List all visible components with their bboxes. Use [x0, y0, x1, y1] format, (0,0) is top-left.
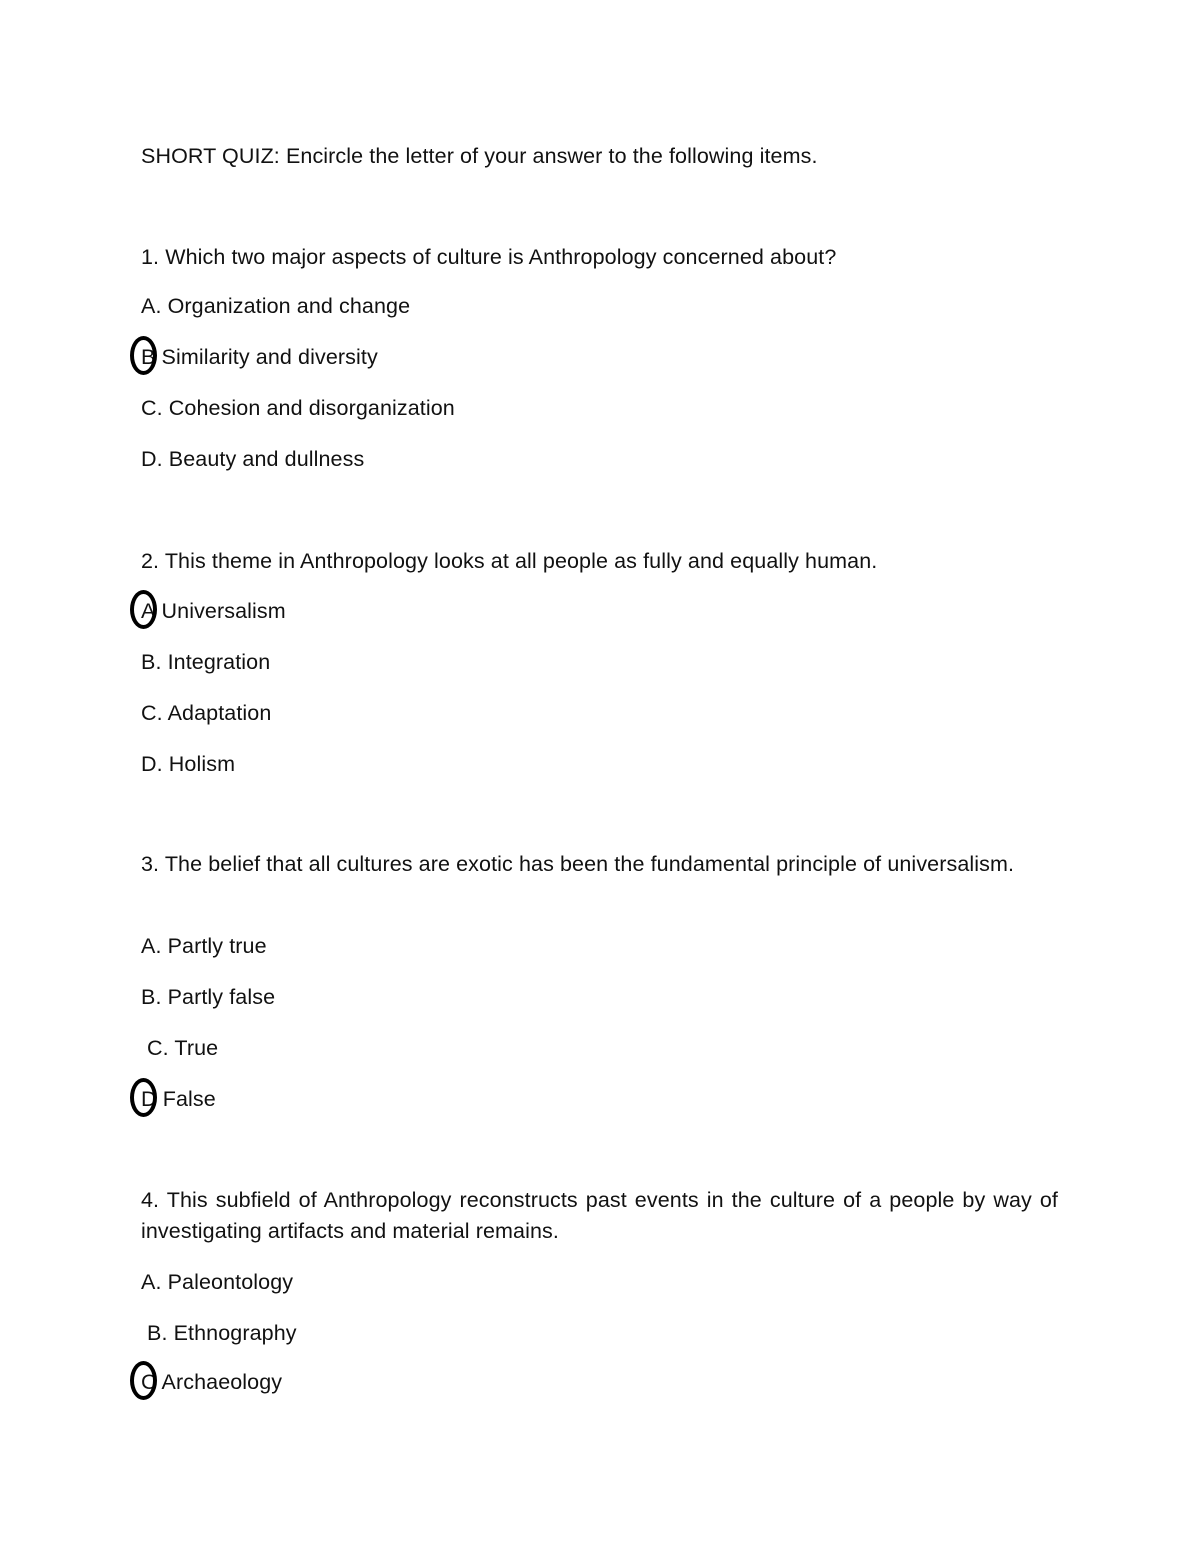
answer-circle-mark [130, 1078, 157, 1117]
answer-circle-mark [130, 1361, 157, 1400]
option-letter: B. [141, 650, 162, 674]
option-letter: A. [141, 934, 162, 958]
question-1-option-b [141, 342, 378, 373]
option-letter: D [141, 1087, 157, 1111]
question-3-option-d [141, 1084, 216, 1115]
question-3-option-a [141, 931, 267, 962]
question-2-option-a [141, 596, 286, 627]
option-letter: D. [141, 752, 163, 776]
question-4-option-a [141, 1267, 293, 1298]
quiz-instructions: SHORT QUIZ: Encircle the letter of your answer to the following items. [141, 144, 818, 168]
question-3-option-c [147, 1033, 218, 1064]
option-letter: B. [141, 985, 162, 1009]
option-letter: A [141, 599, 156, 623]
question-2-option-b [141, 647, 270, 678]
question-4-prompt: 4. This subfield of Anthropology reconstructs past events in the culture of a people by way of investigating artifacts and material remains. [141, 1188, 1058, 1243]
option-text: True [168, 1036, 219, 1060]
option-text: Universalism [155, 599, 286, 623]
option-letter-circled [141, 342, 155, 373]
option-text: Ethnography [167, 1321, 297, 1345]
question-4-option-b [147, 1318, 297, 1349]
option-letter: D. [141, 447, 163, 471]
question-3-prompt: 3. The belief that all cultures are exotic has been the fundamental principle of universalism. [141, 852, 1015, 876]
question-1-option-c [141, 393, 455, 424]
option-letter: A. [141, 1270, 162, 1294]
option-text: Cohesion and disorganization [162, 396, 455, 420]
answer-circle-mark [130, 590, 157, 629]
option-letter-circled [141, 1084, 157, 1115]
option-text: Partly true [161, 934, 267, 958]
option-letter: A. [141, 294, 162, 318]
option-text: Organization and change [161, 294, 411, 318]
question-1-option-d [141, 444, 364, 475]
option-text: Similarity and diversity [155, 345, 378, 369]
option-letter: C. [141, 396, 163, 420]
question-1-prompt: 1. Which two major aspects of culture is Anthropology concerned about? [141, 245, 837, 269]
option-text: Archaeology [156, 1370, 283, 1394]
question-4-option-c [141, 1367, 282, 1398]
option-letter: C [141, 1370, 157, 1394]
question-2-option-d [141, 749, 235, 780]
answer-circle-mark [130, 336, 157, 375]
option-letter: B [141, 345, 156, 369]
option-letter: B. [147, 1321, 168, 1345]
question-2-prompt: 2. This theme in Anthropology looks at all people as fully and equally human. [141, 549, 878, 573]
option-letter: C. [147, 1036, 169, 1060]
option-letter: C. [141, 701, 163, 725]
option-text: Beauty and dullness [162, 447, 365, 471]
option-text: Partly false [161, 985, 276, 1009]
question-1-option-a [141, 291, 410, 322]
option-text: False [156, 1087, 216, 1111]
question-2-option-c [141, 698, 271, 729]
option-text: Integration [161, 650, 271, 674]
option-text: Adaptation [162, 701, 272, 725]
option-text: Paleontology [161, 1270, 294, 1294]
question-3-option-b [141, 982, 275, 1013]
option-text: Holism [162, 752, 236, 776]
option-letter-circled [141, 1367, 157, 1398]
option-letter-circled [141, 596, 155, 627]
